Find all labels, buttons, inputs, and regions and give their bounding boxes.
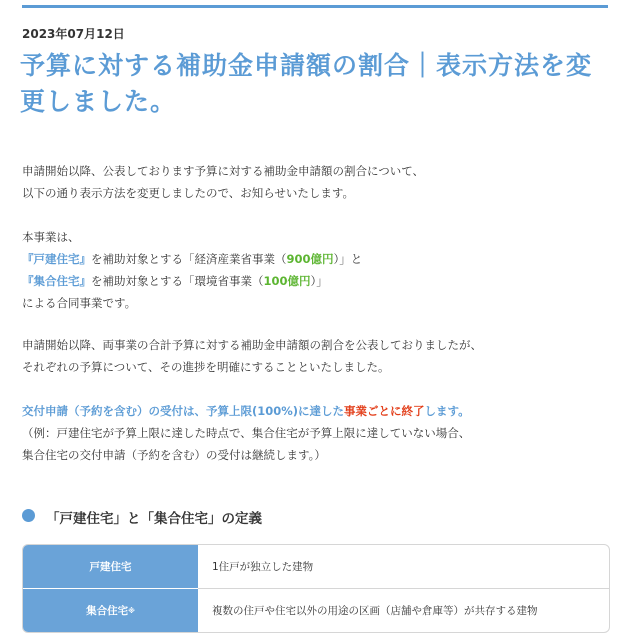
table-row [23, 545, 609, 588]
post-date: 2023年07月12日 [22, 27, 125, 41]
table-header-cell [23, 545, 198, 588]
table-data-cell: 1住戸が独立した建物 [212, 561, 314, 573]
intro-paragraph [22, 160, 424, 204]
term-note: ※ [128, 606, 135, 615]
notice-lead-tail: します。 [424, 404, 470, 418]
table-header-cell [23, 588, 198, 632]
notice-lead [22, 400, 470, 422]
notice-example-line-1: （例：戸建住宅が予算上限に達した時点で、集合住宅が予算上限に達していない場合、 [22, 426, 471, 440]
intro-line-1: 申請開始以降、公表しております予算に対する補助金申請額の割合について、 [22, 164, 425, 178]
project-line-multi [22, 270, 362, 292]
quote-close: 』 [79, 274, 91, 288]
multi-project-text: を補助対象とする「環境省事業（ [91, 274, 264, 288]
quote-open: 『 [22, 274, 34, 288]
table-data-cell: 複数の住戸や住宅以外の用途の区画（店舗や倉庫等）が共存する建物 [212, 605, 538, 617]
definitions-table [22, 544, 610, 633]
detached-project-end: ）」と [333, 252, 363, 266]
detached-project-text: を補助対象とする「経済産業省事業（ [91, 252, 287, 266]
multi-house-term: 集合住宅 [33, 274, 80, 288]
change-line-2: それぞれの予算について、その進捗を明確にすることといたしました。 [22, 360, 390, 374]
intro-line-2: 以下の通り表示方法を変更しましたので、お知らせいたします。 [22, 186, 355, 200]
project-closing: による合同事業です。 [22, 296, 137, 310]
quote-close: 』 [79, 252, 91, 266]
definitions-heading: 「戸建住宅」と「集合住宅」の定義 [46, 511, 262, 527]
table-row [23, 588, 609, 632]
notice-lead-red: 事業ごとに終了 [344, 404, 425, 418]
multi-project-end: ）」 [310, 274, 328, 288]
project-paragraph [22, 226, 362, 314]
detached-budget-amount: 900億円 [286, 252, 334, 266]
notice-example-line-2: 集合住宅の交付申請（予約を含む）の受付は継続します。） [22, 448, 326, 462]
notice-paragraph [22, 400, 470, 466]
project-line-detached [22, 248, 362, 270]
change-line-1: 申請開始以降、両事業の合計予算に対する補助金申請額の割合を公表しておりましたが、 [22, 338, 482, 352]
top-divider [22, 5, 608, 8]
change-paragraph [22, 334, 482, 378]
project-intro: 本事業は、 [22, 230, 80, 244]
quote-open: 『 [22, 252, 34, 266]
multi-budget-amount: 100億円 [263, 274, 311, 288]
detached-house-term: 戸建住宅 [33, 252, 80, 266]
page-title: 予算に対する補助金申請額の割合｜表示方法を変更しました。 [20, 51, 593, 116]
section-bullet-icon [22, 509, 35, 522]
term-label: 戸建住宅 [89, 561, 132, 573]
notice-lead-blue: 交付申請（予約を含む）の受付は、予算上限(100%)に達した [22, 404, 345, 418]
term-label: 集合住宅 [86, 605, 129, 617]
